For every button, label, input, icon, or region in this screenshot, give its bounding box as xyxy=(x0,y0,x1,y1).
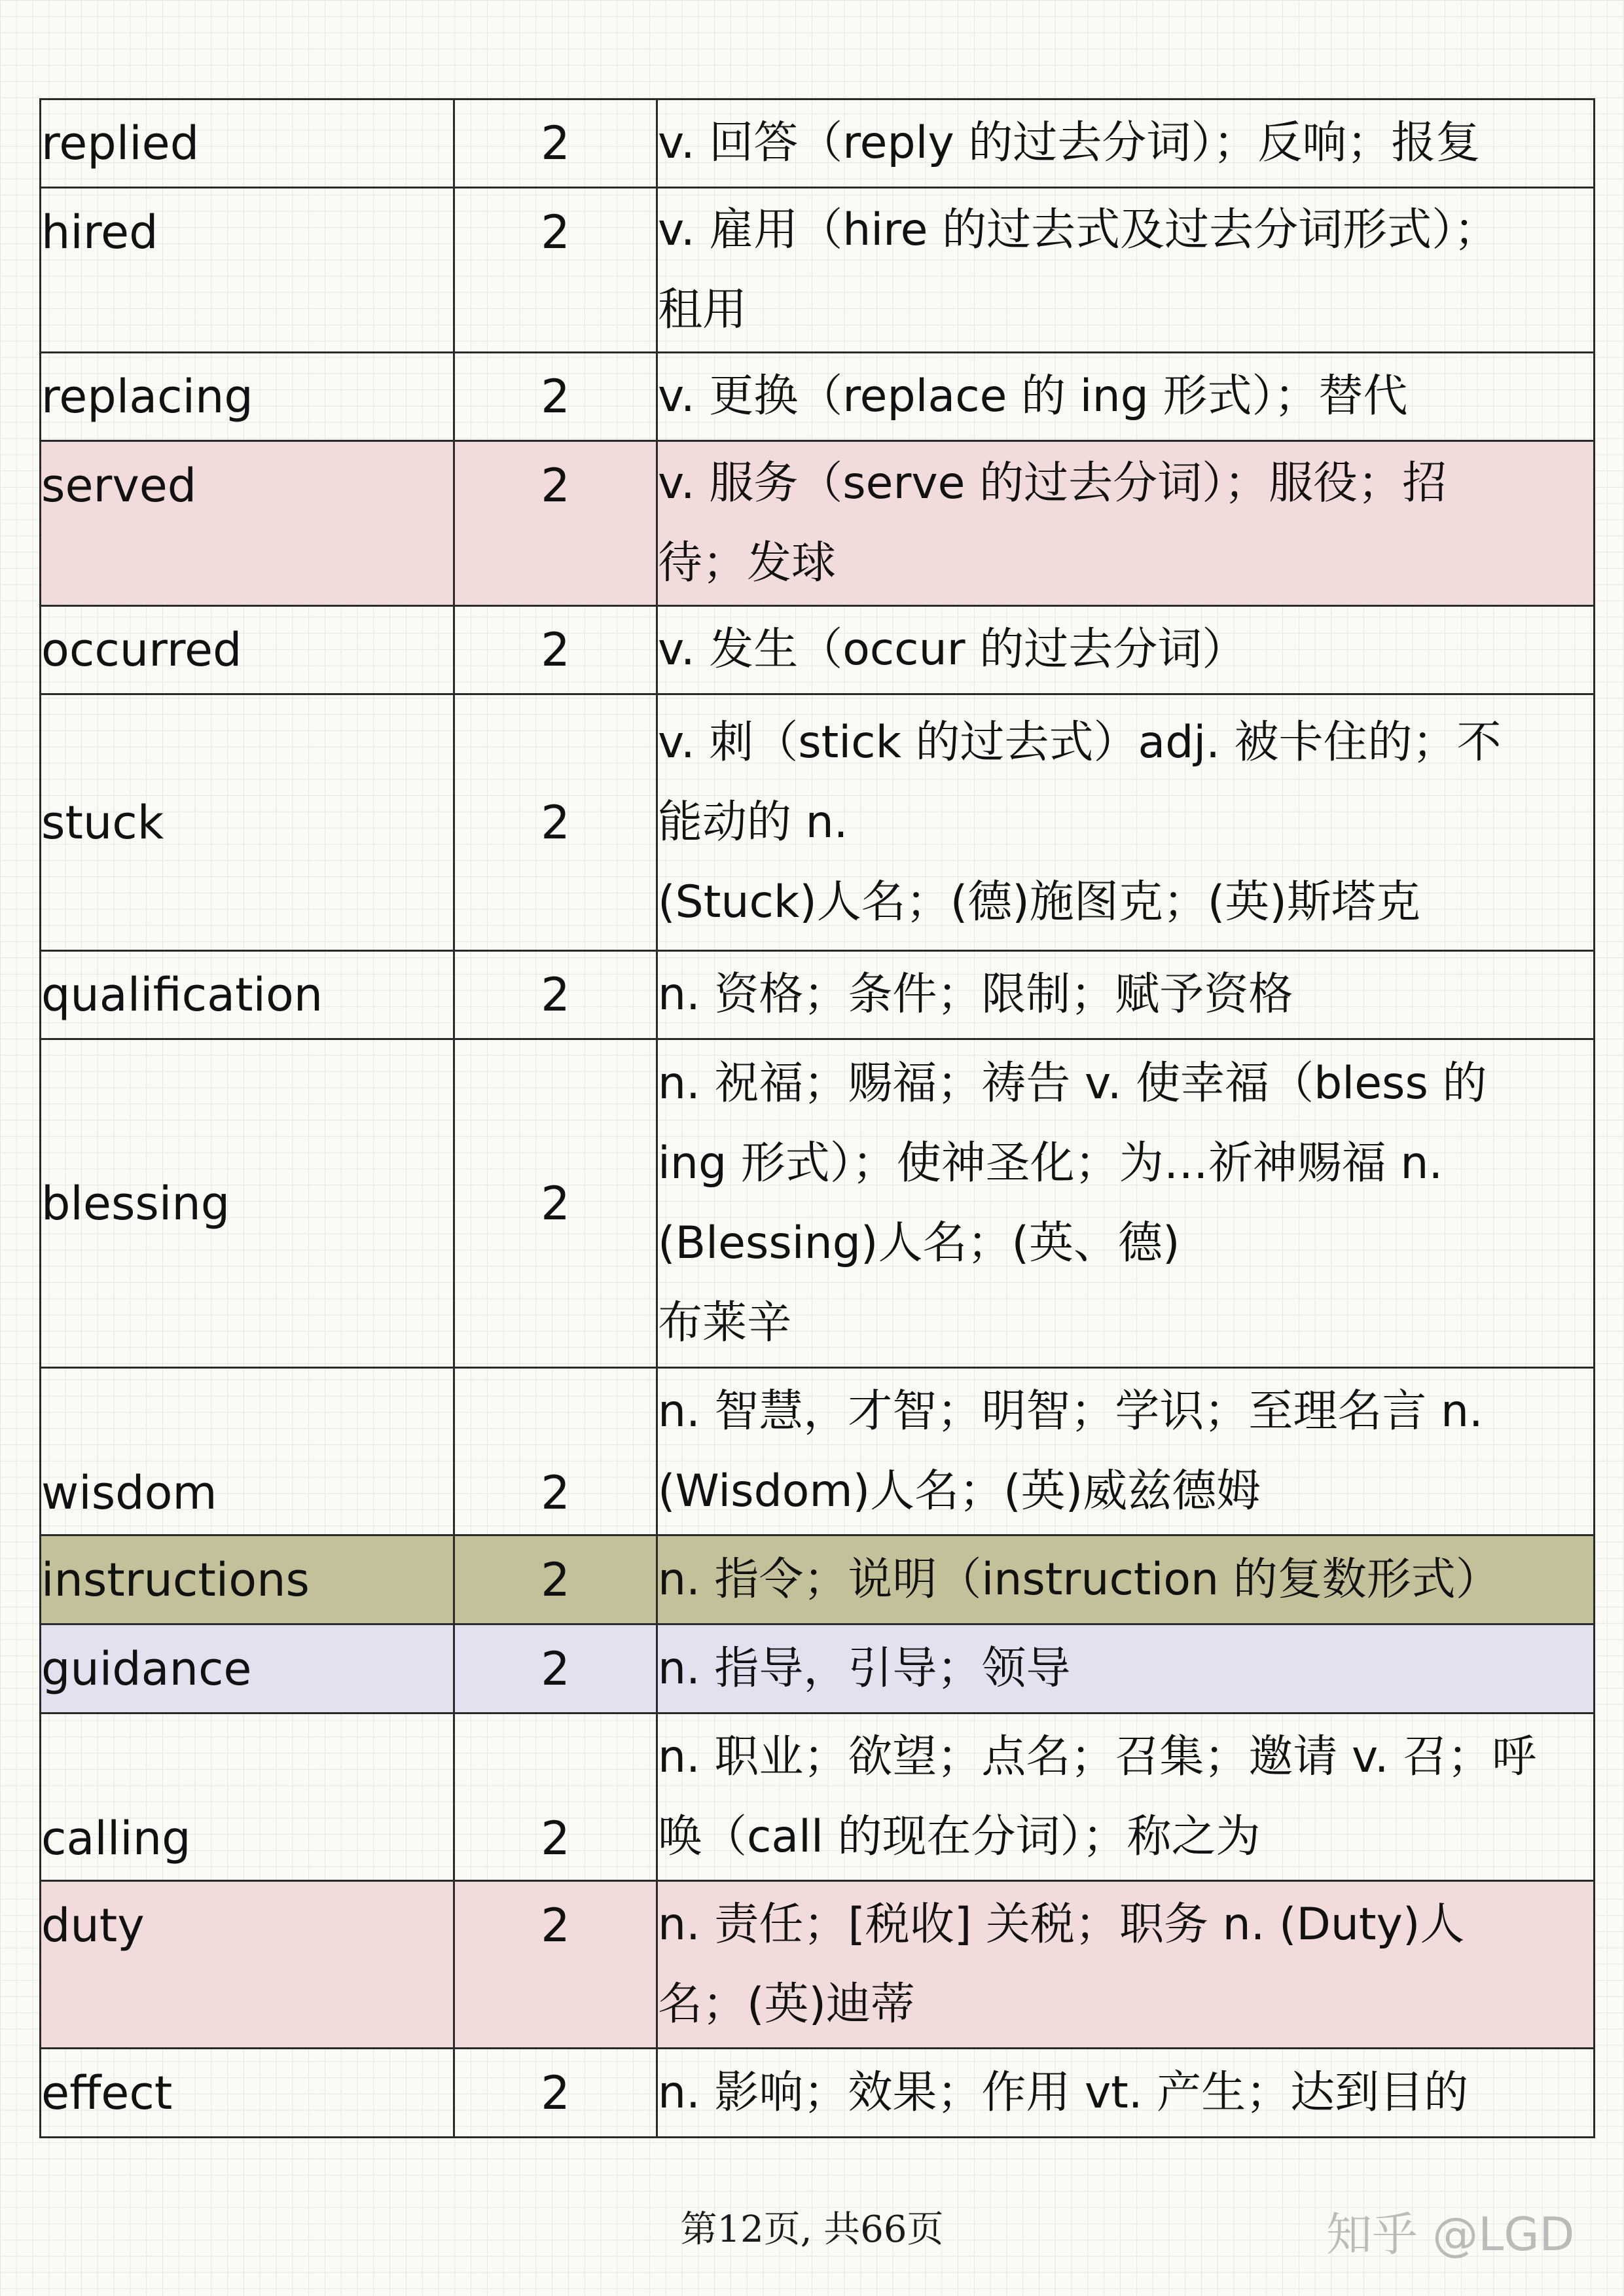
definition-cell xyxy=(657,694,1595,951)
definition-cell xyxy=(657,1368,1595,1535)
definition-line: (Stuck)人名；(德)施图克；(英)斯塔克 xyxy=(658,876,1420,928)
word-cell: blessing xyxy=(41,1039,454,1368)
word-cell: stuck xyxy=(41,694,454,951)
definition-cell xyxy=(657,1535,1595,1624)
word-cell: wisdom xyxy=(41,1368,454,1535)
definition-line: v. 更换（replace 的 ing 形式）；替代 xyxy=(658,370,1408,422)
definition-cell xyxy=(657,2049,1595,2138)
table-row xyxy=(41,1368,1595,1535)
definition-line: ing 形式）；使神圣化；为…祈神赐福 n. xyxy=(658,1137,1443,1189)
definition-line: 唤（call 的现在分词）；称之为 xyxy=(658,1810,1261,1863)
table-row xyxy=(41,1535,1595,1624)
table-row xyxy=(41,1713,1595,1881)
table-row xyxy=(41,353,1595,441)
watermark-text: 知乎 @LGD xyxy=(1326,2208,1575,2261)
definition-line: n. 指导，引导；领导 xyxy=(658,1642,1071,1695)
definition-line: (Wisdom)人名；(英)威兹德姆 xyxy=(658,1465,1261,1517)
definition-line: n. 资格；条件；限制；赋予资格 xyxy=(658,969,1293,1020)
count-cell: 2 xyxy=(454,1535,657,1624)
definition-cell xyxy=(657,1713,1595,1881)
definition-cell xyxy=(657,353,1595,441)
definition-line: 布莱辛 xyxy=(658,1297,792,1349)
definition-line: (Blessing)人名；(英、德) xyxy=(658,1217,1180,1269)
definition-line: v. 雇用（hire 的过去式及过去分词形式）； xyxy=(658,204,1499,256)
definition-line: 名；(英)迪蒂 xyxy=(658,1978,916,2030)
word-cell: served xyxy=(41,441,454,606)
table-row xyxy=(41,606,1595,694)
count-cell: 2 xyxy=(454,694,657,951)
page-number: 第12页, 共66页 xyxy=(680,2208,944,2251)
table-row xyxy=(41,694,1595,951)
word-cell: guidance xyxy=(41,1624,454,1713)
definition-line: 租用 xyxy=(658,283,748,336)
table-row xyxy=(41,2049,1595,2138)
count-cell: 2 xyxy=(454,353,657,441)
count-cell: 2 xyxy=(454,1713,657,1881)
word-cell: replacing xyxy=(41,353,454,441)
table-row xyxy=(41,951,1595,1039)
definition-line: n. 影响；效果；作用 vt. 产生；达到目的 xyxy=(658,2066,1469,2119)
definition-line: v. 回答（reply 的过去分词）；反响；报复 xyxy=(658,117,1481,169)
table-row xyxy=(41,188,1595,353)
count-cell: 2 xyxy=(454,606,657,694)
definition-cell xyxy=(657,441,1595,606)
word-cell: duty xyxy=(41,1881,454,2049)
table-row xyxy=(41,1881,1595,2049)
definition-cell xyxy=(657,188,1595,353)
word-cell: occurred xyxy=(41,606,454,694)
count-cell: 2 xyxy=(454,99,657,188)
definition-cell xyxy=(657,1624,1595,1713)
count-cell: 2 xyxy=(454,1624,657,1713)
definition-cell xyxy=(657,1039,1595,1368)
definition-line: v. 发生（occur 的过去分词） xyxy=(658,624,1247,675)
definition-line: n. 祝福；赐福；祷告 v. 使幸福（bless 的 xyxy=(658,1057,1487,1109)
definition-line: n. 职业；欲望；点名；召集；邀请 v. 召；呼 xyxy=(658,1731,1537,1783)
count-cell: 2 xyxy=(454,441,657,606)
definition-cell xyxy=(657,951,1595,1039)
word-cell: replied xyxy=(41,99,454,188)
word-cell: qualification xyxy=(41,951,454,1039)
word-cell: hired xyxy=(41,188,454,353)
definition-line: v. 服务（serve 的过去分词）；服役；招 xyxy=(658,457,1447,509)
table-row xyxy=(41,99,1595,188)
definition-cell xyxy=(657,99,1595,188)
count-cell: 2 xyxy=(454,2049,657,2138)
definition-cell xyxy=(657,1881,1595,2049)
definition-line: n. 指令；说明（instruction 的复数形式） xyxy=(658,1553,1500,1605)
definition-line: 能动的 n. xyxy=(658,796,848,848)
table-row xyxy=(41,441,1595,606)
definition-line: n. 智慧，才智；明智；学识；至理名言 n. xyxy=(658,1385,1483,1437)
count-cell: 2 xyxy=(454,1881,657,2049)
word-cell: effect xyxy=(41,2049,454,2138)
count-cell: 2 xyxy=(454,188,657,353)
definition-cell xyxy=(657,606,1595,694)
definition-line: 待；发球 xyxy=(658,537,837,589)
word-cell: instructions xyxy=(41,1535,454,1624)
table-row xyxy=(41,1624,1595,1713)
table-row xyxy=(41,1039,1595,1368)
vocabulary-table xyxy=(39,98,1595,2138)
count-cell: 2 xyxy=(454,1368,657,1535)
definition-line: v. 刺（stick 的过去式）adj. 被卡住的；不 xyxy=(658,716,1502,768)
word-cell: calling xyxy=(41,1713,454,1881)
definition-line: n. 责任；[税收] 关税；职务 n. (Duty)人 xyxy=(658,1898,1465,1950)
count-cell: 2 xyxy=(454,951,657,1039)
count-cell: 2 xyxy=(454,1039,657,1368)
